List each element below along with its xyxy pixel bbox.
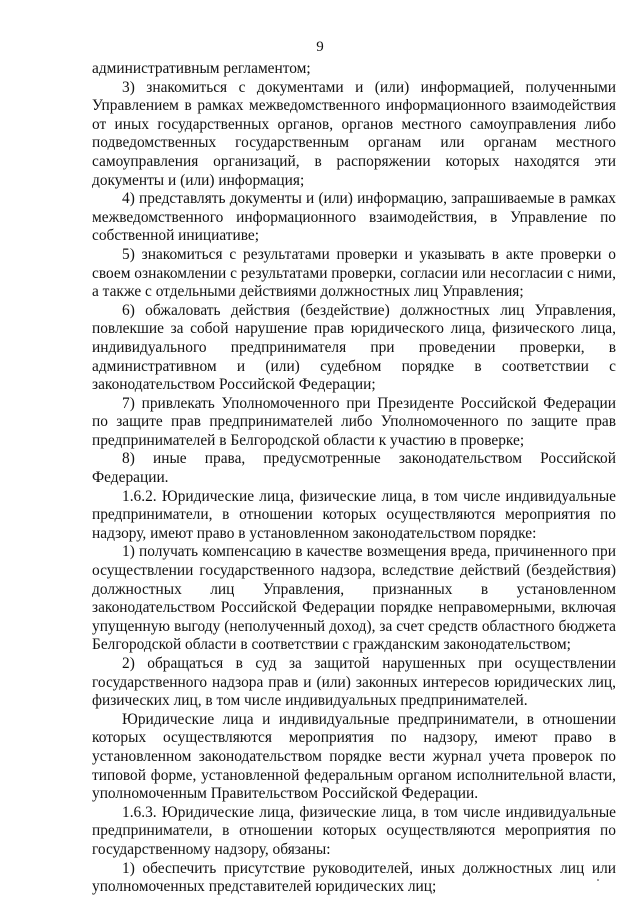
- paragraph-item-7: 7) привлекать Уполномоченного при Президенте Российской Федерации по защите прав предпринимателей либо Уполномоченного по защите прав предпринимателей в Белгородской области к участию в проверке;: [92, 394, 616, 449]
- paragraph-item-3: 3) знакомиться с документами и (или) информацией, полученными Управлением в рамках межведомственного информационного взаимодействия от иных государственных органов, органов местного самоуправления либо подведомственных государственным органам или органам местного самоуправления организаций, в распоряжении которых находятся эти документы и (или) информация;: [92, 78, 616, 189]
- paragraph-item-6: 6) обжаловать действия (бездействие) должностных лиц Управления, повлекшие за собой нарушение прав юридического лица, физического лица, индивидуального предпринимателя при проведении проверки, в административном и (или) судебном порядке в соответствии с законодательством Российской Федерации;: [92, 301, 616, 394]
- paragraph-right-1: 1) получать компенсацию в качестве возмещения вреда, причиненного при осуществлении государственного надзора, вследствие действий (бездействия) должностных лиц Управления, признанных в установленном законодательством Российской Федерации порядке неправомерными, включая упущенную выгоду (неполученный доход), за счет средств областного бюджета Белгородской области в соответствии с гражданским законодательством;: [92, 543, 616, 654]
- paragraph-continuation: административным регламентом;: [92, 60, 311, 77]
- paragraph-item-8: 8) иные права, предусмотренные законодательством Российской Федерации.: [92, 450, 616, 487]
- document-body: [92, 60, 616, 897]
- paragraph-right-2: 2) обращаться в суд за защитой нарушенных при осуществлении государственного надзора прав и (или) законных интересов юридических лиц, физических лиц, в том числе индивидуальных предпринимателей.: [92, 655, 616, 710]
- page-number: 9: [316, 39, 324, 55]
- paragraph-section-1-6-2: 1.6.2. Юридические лица, физические лица, в том числе индивидуальные предприниматели, в отношении которых осуществляются мероприятия по надзору, имеют право в установленном законодательством порядке:: [92, 487, 616, 542]
- paragraph-journal: Юридические лица и индивидуальные предприниматели, в отношении которых осуществляются мероприятия по надзору, имеют право в установленном законодательством порядке вести журнал учета проверок по типовой форме, установленной федеральным органом исполнительной власти, уполномоченным Правительством Российской Федерации.: [92, 710, 616, 803]
- scan-speck: [597, 879, 599, 881]
- paragraph-item-5: 5) знакомиться с результатами проверки и указывать в акте проверки о своем ознакомлении с результатами проверки, согласии или несогласии с ними, а также с отдельными действиями должностных лиц Управления;: [92, 245, 616, 301]
- paragraph-section-1-6-3: 1.6.3. Юридические лица, физические лица, в том числе индивидуальные предприниматели, в отношении которых осуществляются мероприятия по государственному надзору, обязаны:: [92, 803, 616, 858]
- paragraph-duty-1: 1) обеспечить присутствие руководителей, иных должностных лиц или уполномоченных представителей юридических лиц;: [92, 859, 616, 896]
- paragraph-item-4: 4) представлять документы и (или) информацию, запрашиваемые в рамках межведомственного информационного взаимодействия, в Управление по собственной инициативе;: [92, 190, 616, 245]
